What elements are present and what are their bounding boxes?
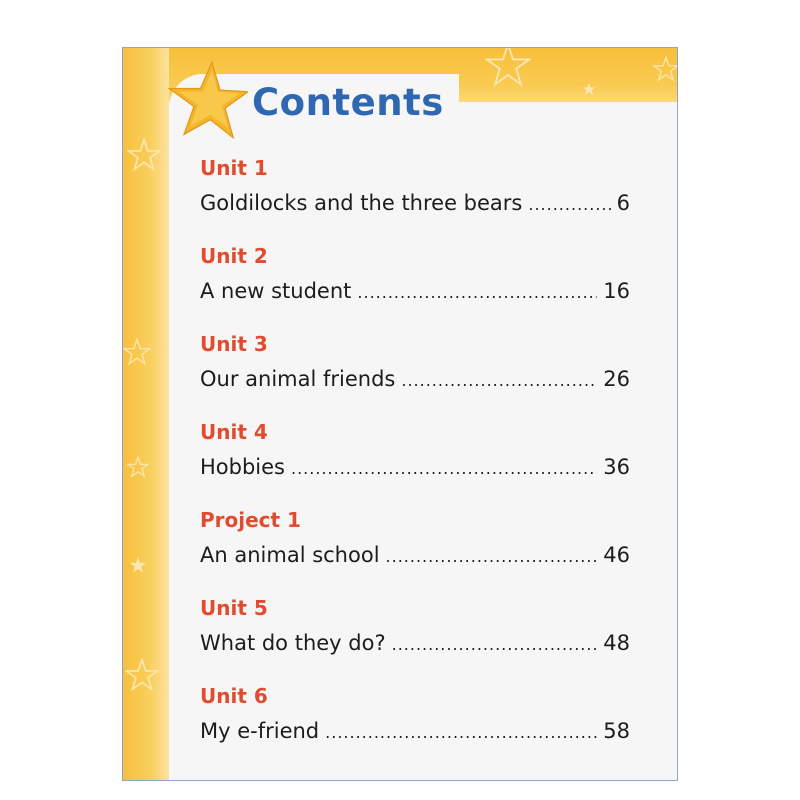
toc-line — [200, 543, 630, 567]
leader-dots — [392, 635, 598, 654]
page-number: 6 — [616, 191, 630, 215]
contents-page — [122, 47, 678, 781]
deco-star-icon — [127, 456, 149, 478]
toc-line — [200, 367, 630, 391]
toc-entry — [200, 420, 630, 508]
leader-dots — [357, 283, 597, 302]
entry-title: Goldilocks and the three bears — [200, 191, 523, 215]
toc-line — [200, 631, 630, 655]
toc-line — [200, 455, 630, 479]
deco-star-icon — [582, 82, 596, 96]
entry-title: Our animal friends — [200, 367, 396, 391]
toc-entry — [200, 332, 630, 420]
deco-star-icon — [653, 56, 678, 82]
page-number: 58 — [603, 719, 630, 743]
page-number: 46 — [603, 543, 630, 567]
unit-label: Unit 4 — [200, 420, 268, 444]
entry-title: Hobbies — [200, 455, 285, 479]
toc-line — [200, 719, 630, 743]
leader-dots — [325, 723, 597, 742]
toc-entry — [200, 684, 630, 772]
page-number: 26 — [603, 367, 630, 391]
deco-star-icon — [125, 658, 159, 692]
leader-dots — [528, 195, 610, 214]
page-title: Contents — [252, 81, 444, 124]
unit-label: Unit 2 — [200, 244, 268, 268]
deco-star-icon — [123, 338, 151, 366]
toc-entry — [200, 244, 630, 332]
page-number: 48 — [603, 631, 630, 655]
deco-star-icon — [485, 47, 531, 88]
leader-dots — [291, 459, 597, 478]
leader-dots — [386, 547, 598, 566]
unit-label: Unit 1 — [200, 156, 268, 180]
entry-title: A new student — [200, 279, 352, 303]
star-icon — [166, 59, 248, 141]
table-of-contents — [200, 156, 630, 772]
toc-line — [200, 191, 630, 215]
toc-entry — [200, 508, 630, 596]
page-number: 36 — [603, 455, 630, 479]
entry-title: An animal school — [200, 543, 380, 567]
leader-dots — [401, 371, 597, 390]
entry-title: What do they do? — [200, 631, 386, 655]
unit-label: Unit 5 — [200, 596, 268, 620]
deco-star-icon — [127, 138, 161, 172]
page-number: 16 — [603, 279, 630, 303]
toc-entry — [200, 596, 630, 684]
toc-entry — [200, 156, 630, 244]
toc-line — [200, 279, 630, 303]
entry-title: My e-friend — [200, 719, 320, 743]
unit-label: Unit 6 — [200, 684, 268, 708]
unit-label: Unit 3 — [200, 332, 268, 356]
unit-label: Project 1 — [200, 508, 301, 532]
deco-star-icon — [129, 556, 147, 574]
